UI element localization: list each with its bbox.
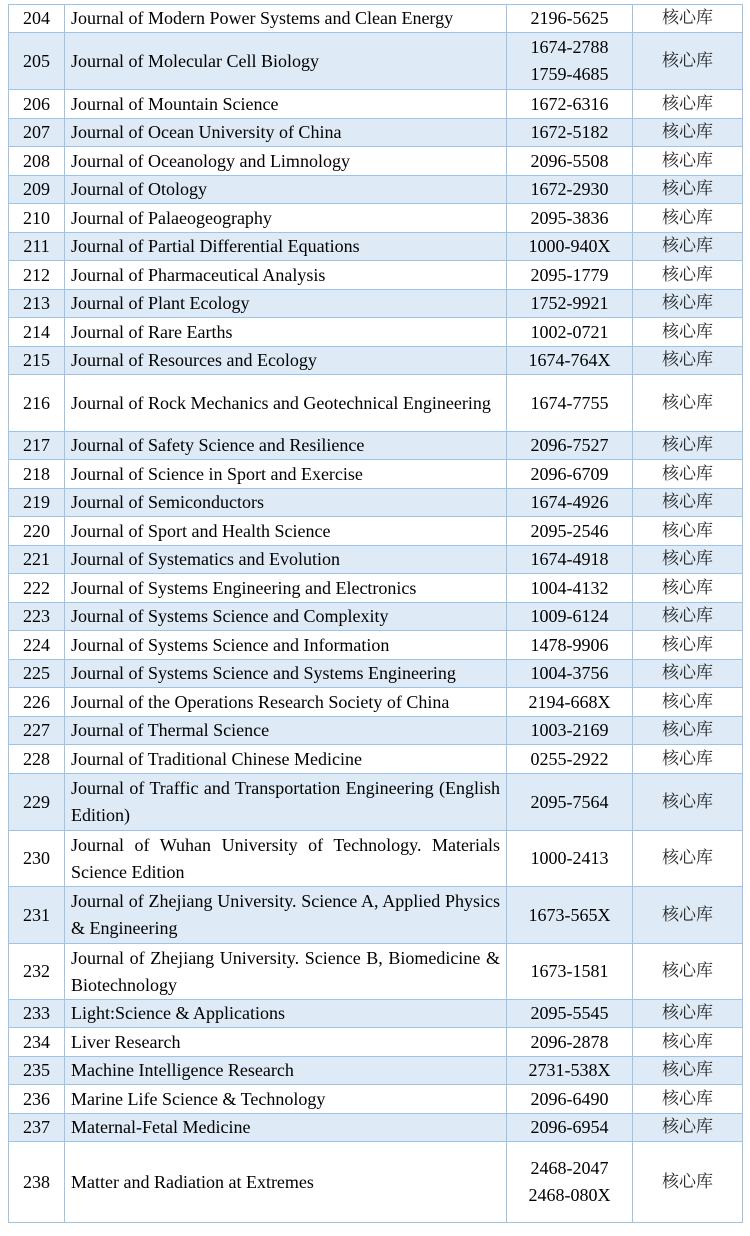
issn-number: 1674-4926 — [530, 492, 609, 512]
database-label: 核心库 — [633, 887, 743, 944]
journal-title: Light:Science & Applications — [65, 1000, 507, 1028]
table-row — [9, 1142, 743, 1223]
database-label: 核心库 — [633, 574, 743, 603]
table-row — [9, 831, 743, 887]
database-label: 核心库 — [633, 631, 743, 660]
database-label: 核心库 — [633, 147, 743, 176]
row-number: 228 — [9, 745, 65, 774]
issn-number: 2095-1779 — [530, 264, 609, 285]
issn-cell — [507, 176, 633, 204]
issn-cell — [507, 5, 633, 33]
journal-title: Journal of Systems Science and Complexity — [65, 603, 507, 631]
journal-title: Journal of Zhejiang University. Science A, Applied Physics & Engineering — [65, 887, 507, 944]
journal-title: Maternal-Fetal Medicine — [65, 1114, 507, 1142]
table-row — [9, 318, 743, 347]
issn-cell — [507, 717, 633, 745]
row-number: 237 — [9, 1114, 65, 1142]
issn-number: 2096-6709 — [530, 463, 609, 484]
issn-cell — [507, 290, 633, 318]
row-number: 214 — [9, 318, 65, 347]
table-row — [9, 745, 743, 774]
row-number: 223 — [9, 603, 65, 631]
table-row — [9, 717, 743, 745]
issn-number: 1674-7755 — [530, 392, 609, 413]
row-number: 212 — [9, 261, 65, 290]
journal-title: Journal of Mountain Science — [65, 90, 507, 119]
database-label: 核心库 — [633, 261, 743, 290]
table-row — [9, 603, 743, 631]
issn-number: 2468-2047 — [530, 1158, 609, 1178]
journal-title: Journal of Wuhan University of Technology. Materials Science Edition — [65, 831, 507, 887]
issn-cell — [507, 1142, 633, 1223]
issn-cell — [507, 660, 633, 688]
issn-cell — [507, 745, 633, 774]
issn-cell — [507, 347, 633, 375]
row-number: 232 — [9, 944, 65, 1000]
table-row — [9, 887, 743, 944]
database-label: 核心库 — [633, 774, 743, 831]
issn-number: 2194-668X — [528, 691, 611, 712]
issn-cell — [507, 603, 633, 631]
issn-cell — [507, 1000, 633, 1028]
table-row — [9, 1028, 743, 1057]
database-label: 核心库 — [633, 460, 743, 489]
table-row — [9, 119, 743, 147]
table-row — [9, 147, 743, 176]
issn-number: 2096-5508 — [530, 150, 609, 171]
database-label: 核心库 — [633, 717, 743, 745]
issn-number: 2095-3836 — [530, 207, 609, 228]
issn-cell — [507, 318, 633, 347]
row-number: 220 — [9, 517, 65, 546]
journal-title: Journal of Systems Engineering and Electronics — [65, 574, 507, 603]
table-row — [9, 1114, 743, 1142]
row-number: 208 — [9, 147, 65, 176]
database-label: 核心库 — [633, 233, 743, 261]
journal-title: Journal of Systems Science and Information — [65, 631, 507, 660]
database-label: 核心库 — [633, 1028, 743, 1057]
table-row — [9, 375, 743, 432]
issn-number: 2468-080X — [528, 1185, 611, 1205]
table-row — [9, 944, 743, 1000]
database-label: 核心库 — [633, 119, 743, 147]
database-label: 核心库 — [633, 831, 743, 887]
issn-cell — [507, 147, 633, 176]
row-number: 227 — [9, 717, 65, 745]
table-row — [9, 33, 743, 90]
issn-cell — [507, 688, 633, 717]
issn-number: 1673-1581 — [530, 961, 609, 981]
issn-number: 1672-6316 — [530, 93, 609, 114]
row-number: 235 — [9, 1057, 65, 1085]
table-row — [9, 688, 743, 717]
table-row — [9, 261, 743, 290]
issn-cell — [507, 546, 633, 574]
issn-cell — [507, 944, 633, 1000]
database-label: 核心库 — [633, 375, 743, 432]
database-label: 核心库 — [633, 204, 743, 233]
journal-title: Journal of Semiconductors — [65, 489, 507, 517]
issn-number: 1752-9921 — [530, 293, 609, 313]
issn-number: 1673-565X — [528, 904, 611, 925]
issn-number: 1009-6124 — [530, 606, 609, 626]
database-label: 核心库 — [633, 489, 743, 517]
issn-cell — [507, 1057, 633, 1085]
row-number: 225 — [9, 660, 65, 688]
issn-number: 1672-5182 — [530, 122, 609, 142]
database-label: 核心库 — [633, 745, 743, 774]
row-number: 206 — [9, 90, 65, 119]
journal-title: Journal of Zhejiang University. Science B, Biomedicine & Biotechnology — [65, 944, 507, 1000]
row-number: 204 — [9, 5, 65, 33]
row-number: 236 — [9, 1085, 65, 1114]
row-number: 233 — [9, 1000, 65, 1028]
table-row — [9, 432, 743, 460]
journal-title: Journal of Resources and Ecology — [65, 347, 507, 375]
journal-title: Journal of Partial Differential Equations — [65, 233, 507, 261]
issn-number: 0255-2922 — [530, 748, 609, 769]
row-number: 213 — [9, 290, 65, 318]
issn-cell — [507, 375, 633, 432]
journal-title: Journal of Oceanology and Limnology — [65, 147, 507, 176]
issn-number: 2096-6954 — [530, 1117, 609, 1137]
issn-cell — [507, 1028, 633, 1057]
issn-number: 2196-5625 — [530, 8, 609, 28]
row-number: 219 — [9, 489, 65, 517]
issn-number: 1004-3756 — [530, 663, 609, 683]
issn-cell — [507, 460, 633, 489]
row-number: 230 — [9, 831, 65, 887]
table-row — [9, 5, 743, 33]
issn-cell — [507, 1114, 633, 1142]
row-number: 210 — [9, 204, 65, 233]
database-label: 核心库 — [633, 432, 743, 460]
row-number: 209 — [9, 176, 65, 204]
database-label: 核心库 — [633, 5, 743, 33]
issn-cell — [507, 119, 633, 147]
issn-number: 1672-2930 — [530, 179, 609, 199]
issn-number: 1478-9906 — [530, 634, 609, 655]
database-label: 核心库 — [633, 33, 743, 90]
journal-title: Journal of Rock Mechanics and Geotechnical Engineering — [65, 375, 507, 432]
journal-title: Journal of the Operations Research Society of China — [65, 688, 507, 717]
issn-number: 1674-2788 — [530, 37, 609, 57]
table-row — [9, 1057, 743, 1085]
database-label: 核心库 — [633, 1142, 743, 1223]
issn-number: 1004-4132 — [530, 577, 609, 598]
issn-cell — [507, 261, 633, 290]
issn-cell — [507, 831, 633, 887]
issn-number: 1674-764X — [528, 350, 611, 370]
journal-title: Journal of Science in Sport and Exercise — [65, 460, 507, 489]
database-label: 核心库 — [633, 517, 743, 546]
table-row — [9, 517, 743, 546]
table-row — [9, 546, 743, 574]
journal-title: Journal of Pharmaceutical Analysis — [65, 261, 507, 290]
row-number: 231 — [9, 887, 65, 944]
row-number: 229 — [9, 774, 65, 831]
journal-title: Journal of Modern Power Systems and Clean Energy — [65, 5, 507, 33]
journal-title: Journal of Palaeogeography — [65, 204, 507, 233]
issn-cell — [507, 517, 633, 546]
journal-title: Journal of Traffic and Transportation Engineering (English Edition) — [65, 774, 507, 831]
table-row — [9, 1000, 743, 1028]
row-number: 224 — [9, 631, 65, 660]
issn-cell — [507, 33, 633, 90]
issn-cell — [507, 204, 633, 233]
database-label: 核心库 — [633, 1085, 743, 1114]
database-label: 核心库 — [633, 1114, 743, 1142]
table-row — [9, 489, 743, 517]
journal-title: Marine Life Science & Technology — [65, 1085, 507, 1114]
issn-cell — [507, 1085, 633, 1114]
journal-title: Journal of Ocean University of China — [65, 119, 507, 147]
row-number: 222 — [9, 574, 65, 603]
journal-table-body — [9, 5, 743, 1223]
journal-title: Journal of Plant Ecology — [65, 290, 507, 318]
table-row — [9, 290, 743, 318]
row-number: 205 — [9, 33, 65, 90]
issn-number: 2096-6490 — [530, 1088, 609, 1109]
issn-number: 1003-2169 — [530, 720, 609, 740]
issn-number: 1002-0721 — [530, 321, 609, 342]
database-label: 核心库 — [633, 944, 743, 1000]
database-label: 核心库 — [633, 688, 743, 717]
database-label: 核心库 — [633, 90, 743, 119]
issn-cell — [507, 432, 633, 460]
row-number: 221 — [9, 546, 65, 574]
journal-title: Journal of Thermal Science — [65, 717, 507, 745]
row-number: 207 — [9, 119, 65, 147]
journal-title: Journal of Safety Science and Resilience — [65, 432, 507, 460]
issn-cell — [507, 90, 633, 119]
table-row — [9, 233, 743, 261]
issn-number: 1000-2413 — [530, 848, 609, 868]
issn-cell — [507, 774, 633, 831]
issn-number: 2095-5545 — [530, 1003, 609, 1023]
database-label: 核心库 — [633, 318, 743, 347]
issn-number: 2095-7564 — [530, 791, 609, 812]
table-row — [9, 176, 743, 204]
table-row — [9, 660, 743, 688]
row-number: 226 — [9, 688, 65, 717]
issn-number: 1674-4918 — [530, 549, 609, 569]
journal-title: Journal of Molecular Cell Biology — [65, 33, 507, 90]
issn-cell — [507, 887, 633, 944]
issn-number: 1000-940X — [528, 236, 611, 256]
journal-title: Journal of Sport and Health Science — [65, 517, 507, 546]
row-number: 234 — [9, 1028, 65, 1057]
row-number: 215 — [9, 347, 65, 375]
issn-cell — [507, 574, 633, 603]
row-number: 211 — [9, 233, 65, 261]
database-label: 核心库 — [633, 347, 743, 375]
row-number: 238 — [9, 1142, 65, 1223]
row-number: 216 — [9, 375, 65, 432]
table-row — [9, 90, 743, 119]
issn-number: 2096-7527 — [530, 435, 609, 455]
journal-title: Journal of Traditional Chinese Medicine — [65, 745, 507, 774]
database-label: 核心库 — [633, 546, 743, 574]
table-row — [9, 1085, 743, 1114]
journal-title: Machine Intelligence Research — [65, 1057, 507, 1085]
issn-number: 1759-4685 — [530, 64, 609, 84]
row-number: 217 — [9, 432, 65, 460]
table-row — [9, 631, 743, 660]
database-label: 核心库 — [633, 1000, 743, 1028]
database-label: 核心库 — [633, 176, 743, 204]
issn-number: 2731-538X — [528, 1060, 611, 1080]
table-row — [9, 574, 743, 603]
database-label: 核心库 — [633, 660, 743, 688]
journal-title: Journal of Systematics and Evolution — [65, 546, 507, 574]
issn-cell — [507, 233, 633, 261]
row-number: 218 — [9, 460, 65, 489]
journal-title: Journal of Rare Earths — [65, 318, 507, 347]
journal-title: Matter and Radiation at Extremes — [65, 1142, 507, 1223]
database-label: 核心库 — [633, 290, 743, 318]
journal-list-table — [8, 4, 743, 1223]
issn-number: 2096-2878 — [530, 1031, 609, 1052]
journal-title: Journal of Otology — [65, 176, 507, 204]
issn-cell — [507, 489, 633, 517]
database-label: 核心库 — [633, 1057, 743, 1085]
table-row — [9, 774, 743, 831]
issn-cell — [507, 631, 633, 660]
journal-title: Journal of Systems Science and Systems Engineering — [65, 660, 507, 688]
table-row — [9, 204, 743, 233]
table-row — [9, 347, 743, 375]
issn-number: 2095-2546 — [530, 520, 609, 541]
database-label: 核心库 — [633, 603, 743, 631]
journal-title: Liver Research — [65, 1028, 507, 1057]
table-row — [9, 460, 743, 489]
